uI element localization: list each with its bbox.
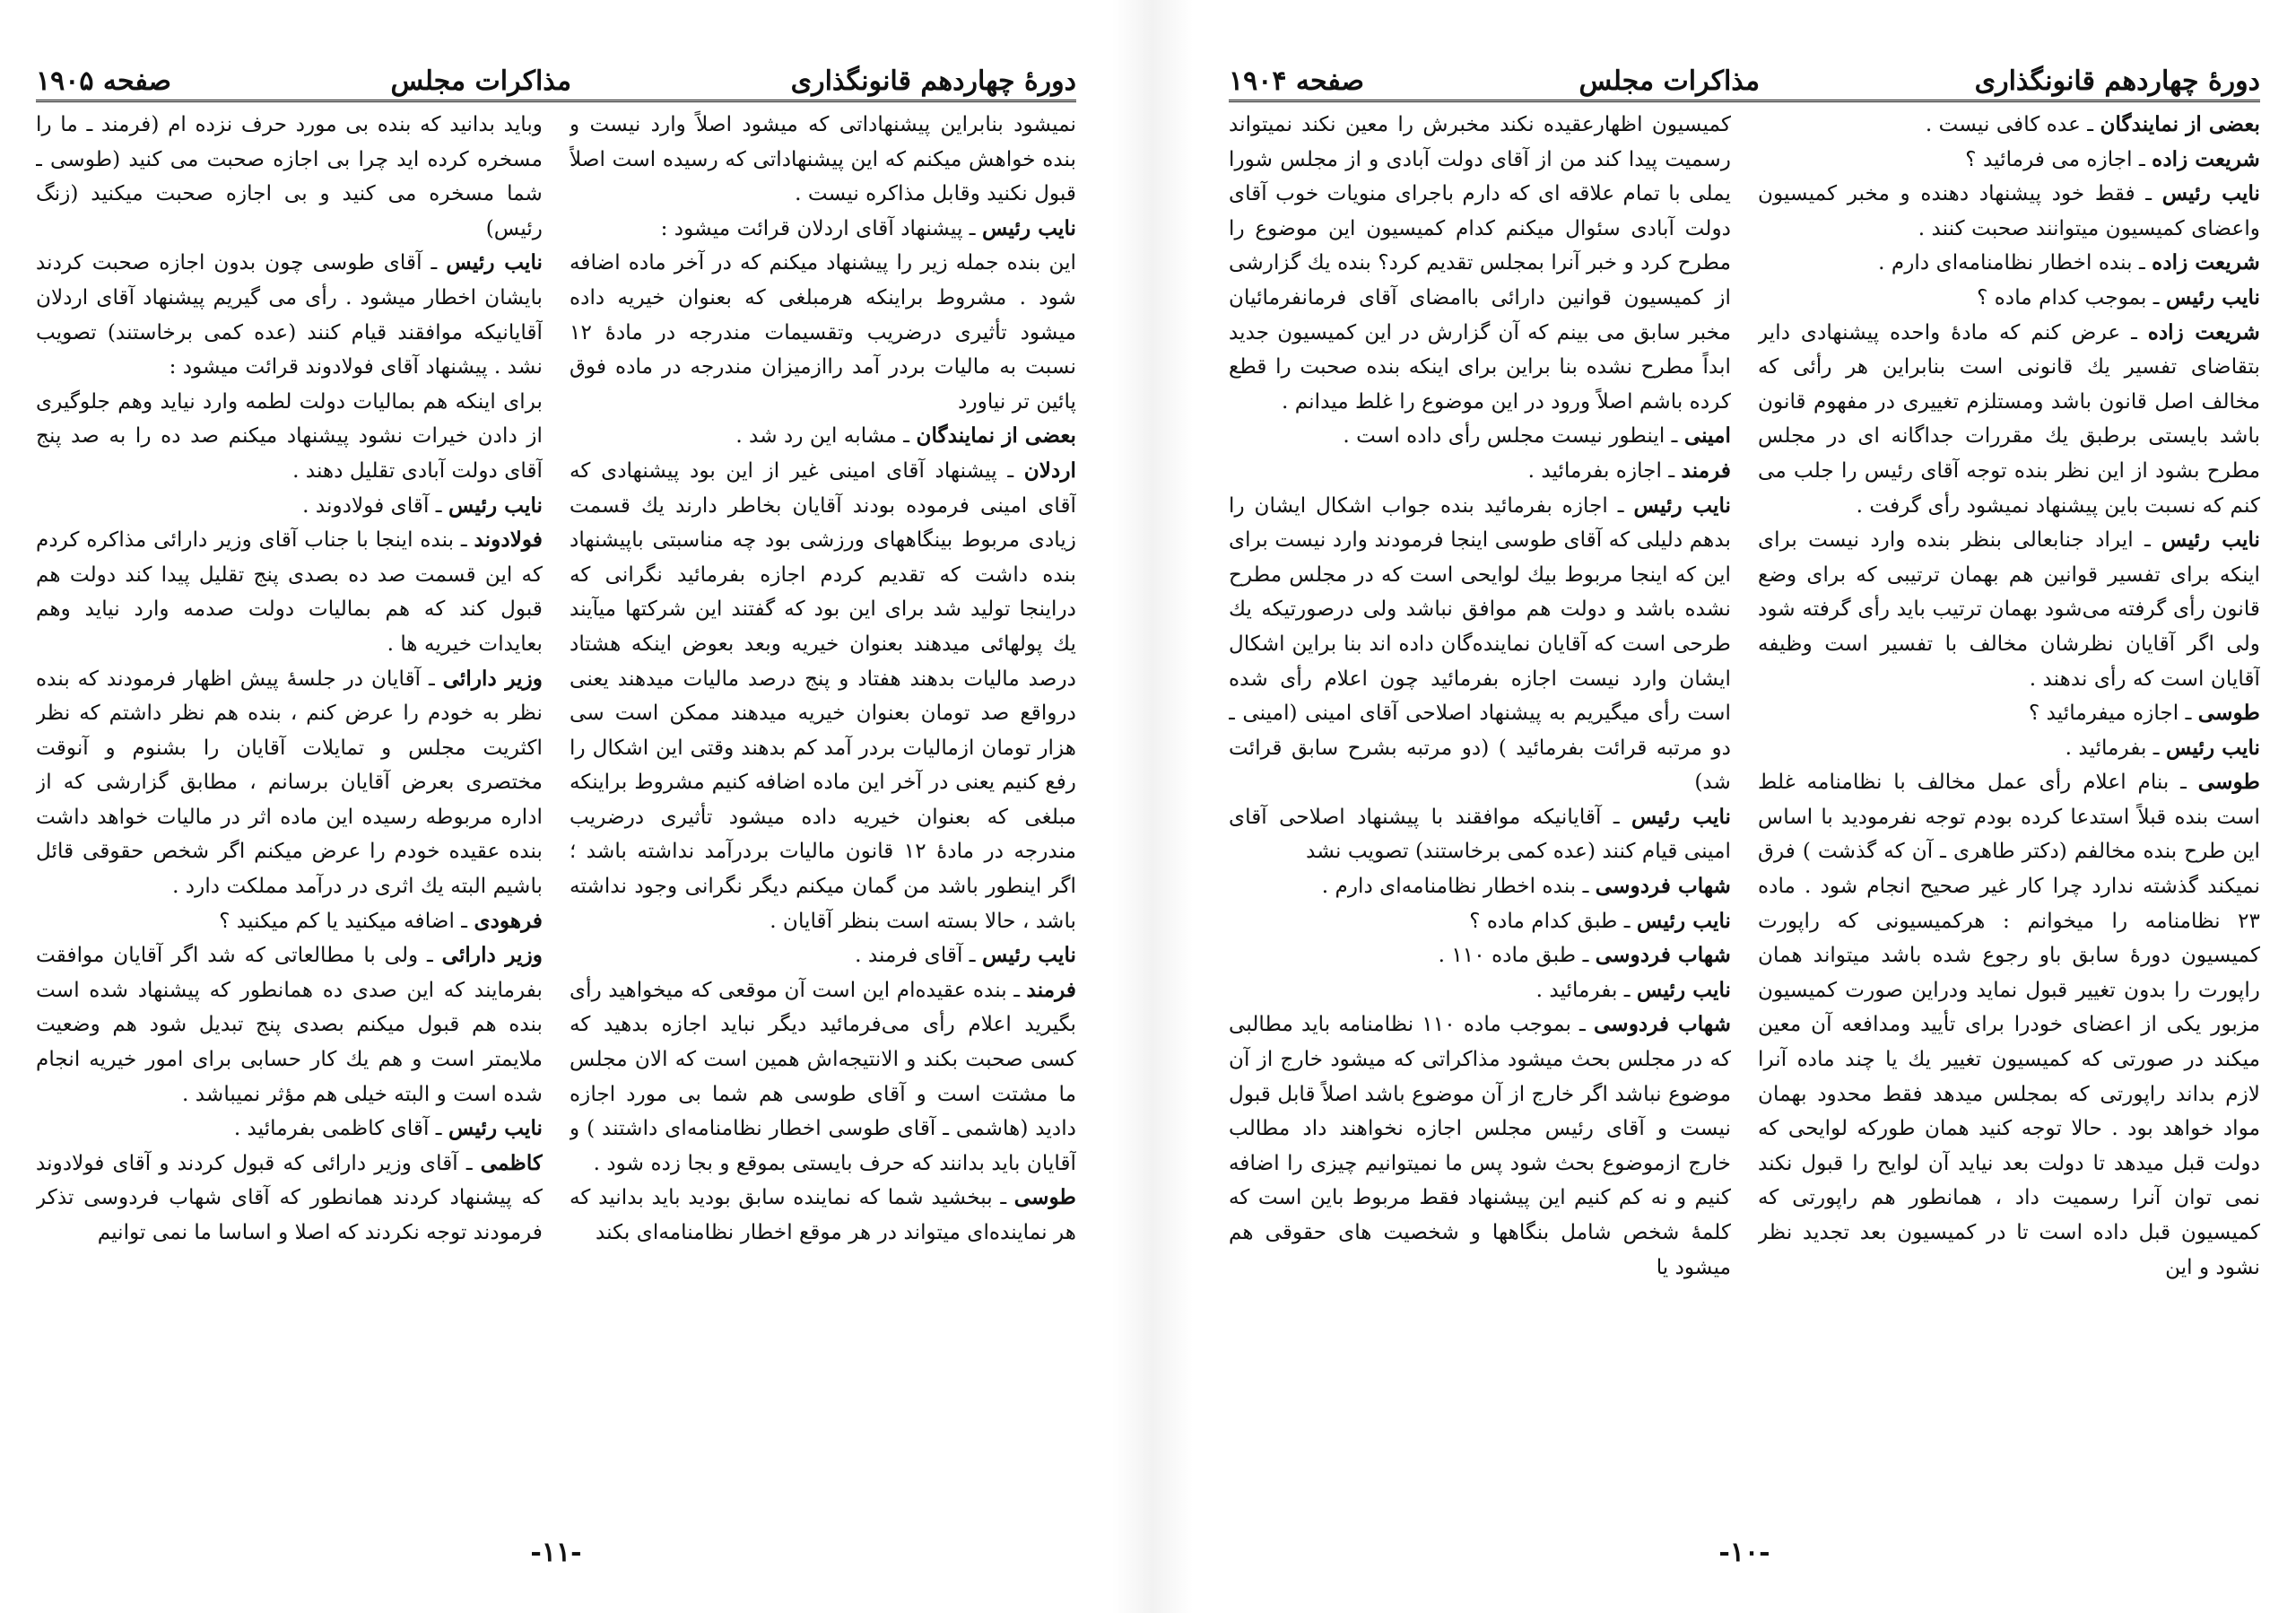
- paragraph: نایب رئیس ـ طبق کدام ماده ؟: [1469, 908, 1731, 933]
- speaker-name: نایب رئیس: [1633, 493, 1731, 518]
- speaker-name: نایب رئیس: [2161, 527, 2260, 553]
- paragraph-text: اجازه بفرمائید بنده جواب اشکال ایشان را بدهم دلیلی که آقای طوسی اینجا فرمودند وارد نیست برای این که اینجا مربوط بیك لوایحی است که در مجلس مطرح نشده باشد و دولت هم موافق نباشد ولی درصورتیکه یك طرحی است که آقایان نماینده‌گان داده اند بنا براین اشکال ایشان وارد نیست اجازه بفرمائید چون اعلام رأی شده است رأی میگیریم به پیشنهاد اصلاحی آقای امینی (امینی ـ دو مرتبه قرائت بفرمائید ) (دو مرتبه بشرح سابق قرائت شد): [1229, 493, 1731, 795]
- paragraph-text: آقایان در جلسهٔ پیش اظهار فرمودند که بنده نظر به خودم را عرض کنم ، بنده هم نظر داشتم که نظر اکثریت مجلس و تمایلات آقایان را بشنوم و آنوقت مختصری بعرض آقایان برسانم ، مطابق گزارشی که از اداره مربوطه رسیده این ماده اثر در مالیات خواهد داشت بنده عقیده خودم را عرض میکنم اگر شخص حقوقی قائل باشیم البته یك اثری در درآمد مملکت دارد .: [36, 666, 543, 899]
- paragraph-text: اضافه میکنید یا کم میکنید ؟: [219, 908, 455, 933]
- speaker-name: طوسی: [2197, 701, 2260, 726]
- speaker-name: نایب رئیس: [981, 943, 1076, 968]
- header-title: مذاکرات مجلس: [390, 65, 572, 97]
- paragraph: اردلان ـ پیشنهاد آقای امینی غیر از این بود پیشنهادی که آقای امینی فرموده بودند آقایان بخاطر دارند یك قسمت زیادی مربوط بینگاههای ورزشی بود چه مناسبتی باپیشنهاد بنده داشت که تقدیم کردم اجازه بفرمائید نگرانی که دراینجا تولید شد برای این بود که گفتند این شرکتها میآیند یك پولهائی میدهند بعنوان خیریه وبعد بعوض اینکه هشتاد درصد مالیات بدهند هفتاد و پنج درصد مالیات میدهند یعنی درواقع صد تومان بعنوان خیریه میدهند ممکن است سی هزار تومان ازمالیات بردر آمد کم بدهند وقتی این اشکال را رفع کنیم یعنی در آخر این ماده اضافه کنیم مشروط براینکه مبلغی که بعنوان خیریه داده میشود تأثیری درضریب مندرجه در مادهٔ ۱۲ قانون مالیات بردرآمد نداشته باشد ؛ اگر اینطور باشد من گمان میکنم دیگر نگرانی وجود نداشته باشد ، حالا بسته است بنظر آقایان .: [570, 458, 1076, 933]
- paragraph: فرمند ـ اجازه بفرمائید .: [1527, 458, 1731, 483]
- paragraph: طوسی ـ اجازه میفرمائید ؟: [2028, 701, 2260, 726]
- paragraph: [1229, 108, 1731, 419]
- speaker-name: شریعت زاده: [2152, 146, 2260, 171]
- paragraph-text: عرض کنم که مادهٔ واحده پیشنهادی دایر بتقاضای تفسیر یك قانونی است بنابراین هر رأئی که مخالف اصل قانون باشد ومستلزم تغییری در مفهوم قانون باشد بایستی برطبق یك مقررات جداگانه ای در مجلس مطرح بشود از این نظر بنده توجه آقای رئیس را جلب می کنم که نسبت باین پیشنهاد نمیشود رأی گرفت .: [1758, 319, 2260, 518]
- speaker-name: وزیر دارائی: [442, 666, 543, 691]
- paragraph-text: ایراد جنابعالی بنظر بنده وارد نیست برای اینکه برای تفسیر قوانین هم بهمان ترتیبی که برای وضع قانون رأی گرفته می‌شود بهمان ترتیب باید رأی گرفته شود ولی اگر آقایان نظرشان مخالف با تفسیر است وظیفه آقایان است که رأی ندهند .: [1758, 527, 2260, 691]
- paragraph-text: آقای کاظمی بفرمائید .: [233, 1116, 430, 1141]
- text-column-right: [1758, 108, 2260, 1514]
- paragraph-text: ولی با مطالعاتی که شد اگر آقایان موافقت بفرمایند که این صدی ده همانطور که پیشنهاد شده است بنده هم قبول میکنم بصدی پنج تبدیل شود هم وضعیت ملایمتر است و هم یك کار حسابی برای امور خیریه انجام شده است و البته خیلی هم مؤثر نمیباشد .: [36, 943, 543, 1106]
- speaker-name: اردلان: [1023, 458, 1076, 483]
- paragraph-text: آقای فرمند .: [855, 943, 963, 968]
- paragraph-text: فقط خود پیشنهاد دهنده و مخبر کمیسیون واعضای کمیسیون میتوانند صحبت کنند .: [1758, 181, 2260, 240]
- paragraph-text: بنده اخطار نظامنامه‌ای دارم .: [1878, 250, 2133, 275]
- speaker-name: شریعت زاده: [2152, 250, 2260, 275]
- paragraph-text: آقای وزیر دارائی که قبول کردند و آقای فولادوند که پیشنهاد کردند همانطور که آقای شهاب فردوسی تذکر فرمودند توجه نکردند که اصلا و اساسا ما نمی توانیم: [36, 1150, 543, 1244]
- speaker-name: شریعت زاده: [2147, 319, 2260, 344]
- paragraph-text: بموجب ماده ۱۱۰ نظامنامه باید مطالبی که در مجلس بحث میشود مذاکراتی که میشود خارج از آن موضوع نباشد اگر خارج از آن موضوع باشد اصلاً قابل قبول نیست و آقای رئیس مجلس اجازه نخواهند داد مطالب خارج ازموضوع بحث شود پس ما نمیتوانیم چیزی را اضافه کنیم و نه کم کنیم این پیشنهاد فقط مربوط باین است که کلمهٔ شخص شامل بنگاهها و شخصیت های حقوقی هم میشود یا: [1229, 1012, 1731, 1279]
- speaker-name: نایب رئیس: [1631, 804, 1731, 829]
- page-header: [36, 43, 1076, 97]
- paragraph: نایب رئیس ـ پیشنهاد آقای اردلان قرائت میشود :: [660, 215, 1076, 240]
- paragraph: [36, 108, 543, 246]
- speaker-name: نایب رئیس: [446, 250, 543, 275]
- speaker-name: بعضی از نمایندگان: [916, 423, 1076, 449]
- paragraph-text: پیشنهاد آقای امینی غیر از این بود پیشنهادی که آقای امینی فرموده بودند آقایان بخاطر دارند یك قسمت زیادی مربوط بینگاههای ورزشی بود چه مناسبتی باپیشنهاد بنده داشت که تقدیم کردم اجازه بفرمائید نگرانی که دراینجا تولید شد برای این بود که گفتند این شرکتها میآیند یك پولهائی میدهند بعنوان خیریه وبعد بعوض اینکه هشتاد درصد مالیات بدهند هفتاد و پنج درصد مالیات میدهند یعنی درواقع صد تومان بعنوان خیریه میدهند ممکن است سی هزار تومان ازمالیات بردر آمد کم بدهند وقتی این اشکال را رفع کنیم یعنی در آخر این ماده اضافه کنیم مشروط براینکه مبلغی که بعنوان خیریه داده میشود تأثیری درضریب مندرجه در مادهٔ ۱۲ قانون مالیات بردرآمد نداشته باشد ؛ اگر اینطور باشد من گمان میکنم دیگر نگرانی وجود نداشته باشد ، حالا بسته است بنظر آقایان .: [570, 458, 1076, 933]
- speaker-name: شهاب فردوسی: [1593, 1012, 1731, 1037]
- speaker-name: نایب رئیس: [2165, 735, 2260, 760]
- speaker-name: بعضی از نمایندگان: [2100, 112, 2260, 136]
- header-page-number: صفحه ۱۹۰۴: [1229, 65, 1365, 97]
- header-rule: [1229, 100, 2260, 102]
- header-title: مذاکرات مجلس: [1578, 65, 1761, 97]
- speaker-name: نایب رئیس: [1636, 908, 1731, 933]
- paragraph: نایب رئیس ـ بموجب کدام ماده ؟: [1977, 284, 2260, 310]
- header-session: دورهٔ چهاردهم قانونگذاری: [1974, 65, 2260, 97]
- speaker-name: نایب رئیس: [2165, 284, 2260, 310]
- text-column-left: [1229, 108, 1731, 1514]
- speaker-name: شهاب فردوسی: [1595, 874, 1731, 899]
- paragraph-text: عده کافی نیست .: [1925, 112, 2081, 136]
- speaker-name: نایب رئیس: [448, 493, 543, 518]
- paragraph: فولادوند ـ بنده اینجا با جناب آقای وزیر دارائی مذاکره کردم که این قسمت صد ده بصدی پنج تقلیل پیدا کند دولت هم قبول کند که هم بمالیات دولت صدمه وارد نیاید وهم بعایدات خیریه ها .: [36, 527, 543, 656]
- speaker-name: نایب رئیس: [981, 215, 1076, 240]
- paragraph-text: اجازه میفرمائید ؟: [2028, 701, 2179, 726]
- paragraph: بعضی از نمایندگان ـ مشابه این رد شد .: [735, 423, 1076, 449]
- paragraph: نایب رئیس ـ بفرمائید .: [2065, 735, 2260, 760]
- paragraph: شهاب فردوسی ـ طبق ماده ۱۱۰ .: [1438, 943, 1731, 968]
- paragraph-text: طبق ماده ۱۱۰ .: [1438, 943, 1577, 968]
- paragraph-text: آقای طوسی چون بدون اجازه صحبت کردند بایشان اخطار میشود . رأی می گیریم پیشنهاد آقای اردلان آقایانیکه موافقند قیام کنند (عده کمی برخاستند) تصویب نشد . پیشنهاد آقای فولادوند قرائت میشود :: [36, 250, 543, 379]
- paragraph: نایب رئیس ـ فقط خود پیشنهاد دهنده و مخبر کمیسیون واعضای کمیسیون میتوانند صحبت کنند .: [1758, 181, 2260, 240]
- paragraph-text: طبق کدام ماده ؟: [1469, 908, 1618, 933]
- paragraph-text: بفرمائید .: [1535, 977, 1618, 1002]
- text-columns: [36, 108, 1076, 1514]
- speaker-name: امینی: [1683, 423, 1731, 449]
- paragraph: شریعت زاده ـ عرض کنم که مادهٔ واحده پیشنهادی دایر بتقاضای تفسیر یك قانونی است بنابراین هر رأئی که مخالف اصل قانون باشد ومستلزم تغییری در مفهوم قانون باشد بایستی برطبق یك مقررات جداگانه ای در مجلس مطرح بشود از این نظر بنده توجه آقای رئیس را جلب می کنم که نسبت باین پیشنهاد نمیشود رأی گرفت .: [1758, 319, 2260, 518]
- paragraph: [570, 246, 1076, 419]
- paragraph-text: بموجب کدام ماده ؟: [1977, 284, 2147, 310]
- paragraph: امینی ـ اینطور نیست مجلس رأی داده است .: [1343, 423, 1731, 449]
- paragraph: نایب رئیس ـ آقای کاظمی بفرمائید .: [233, 1116, 543, 1141]
- speaker-name: وزیر دارائی: [441, 943, 543, 968]
- speaker-name: طوسی: [2197, 770, 2260, 795]
- text-column-left: [36, 108, 543, 1514]
- paragraph: بعضی از نمایندگان ـ عده کافی نیست .: [1925, 112, 2260, 136]
- speaker-name: فرهودی: [474, 908, 543, 933]
- header-session: دورهٔ چهاردهم قانونگذاری: [790, 65, 1076, 97]
- paragraph-text: پیشنهاد آقای اردلان قرائت میشود :: [660, 215, 963, 240]
- speaker-name: فولادوند: [474, 527, 543, 553]
- header-rule: [36, 100, 1076, 102]
- paragraph: [570, 108, 1076, 212]
- paragraph: نایب رئیس ـ بفرمائید .: [1535, 977, 1731, 1002]
- paragraph: طوسی ـ ببخشید شما که نماینده سابق بودید باید بدانید که هر نماینده‌ای میتواند در هر موقع اخطار نظامنامه‌ای بکند: [570, 1185, 1076, 1244]
- speaker-name: فرمند: [1681, 458, 1731, 483]
- speaker-name: نایب رئیس: [2161, 181, 2260, 206]
- header-page-number: صفحه ۱۹۰۵: [36, 65, 172, 97]
- paragraph: نایب رئیس ـ اجازه بفرمائید بنده جواب اشکال ایشان را بدهم دلیلی که آقای طوسی اینجا فرمودند وارد نیست برای این که اینجا مربوط بیك لوایحی است که در مجلس مطرح نشده باشد و دولت هم موافق نباشد ولی درصورتیکه یك طرحی است که آقایان نماینده‌گان داده اند بنا براین اشکال ایشان وارد نیست اجازه بفرمائید چون اعلام رأی شده است رأی میگیریم به پیشنهاد اصلاحی آقای امینی (امینی ـ دو مرتبه قرائت بفرمائید ) (دو مرتبه بشرح سابق قرائت شد): [1229, 493, 1731, 795]
- paragraph: وزیر دارائی ـ آقایان در جلسهٔ پیش اظهار فرمودند که بنده نظر به خودم را عرض کنم ، بنده هم نظر داشتم که نظر اکثریت مجلس و تمایلات آقایان را بشنوم و آنوقت مختصری بعرض آقایان برسانم ، مطابق گزارشی که از اداره مربوطه رسیده این ماده اثر در مالیات خواهد داشت بنده عقیده خودم را عرض میکنم اگر شخص حقوقی قائل باشیم البته یك اثری در درآمد مملکت دارد .: [36, 666, 543, 899]
- paragraph-text: ببخشید شما که نماینده سابق بودید باید بدانید که هر نماینده‌ای میتواند در هر موقع اخطار نظامنامه‌ای بکند: [570, 1185, 1076, 1244]
- paragraph: نایب رئیس ـ آقای طوسی چون بدون اجازه صحبت کردند بایشان اخطار میشود . رأی می گیریم پیشنهاد آقای اردلان آقایانیکه موافقند قیام کنند (عده کمی برخاستند) تصویب نشد . پیشنهاد آقای فولادوند قرائت میشود :: [36, 250, 543, 379]
- speaker-name: نایب رئیس: [448, 1116, 543, 1141]
- paragraph-text: آقای فولادوند .: [302, 493, 430, 518]
- paragraph: نایب رئیس ـ آقای فولادوند .: [302, 493, 543, 518]
- paragraph-text: مشابه این رد شد .: [735, 423, 897, 449]
- text-columns: [1229, 108, 2260, 1514]
- paragraph-text: آقایانیکه موافقند با پیشنهاد اصلاحی آقای امینی قیام کنند (عده کمی برخاستند) تصویب نشد: [1229, 804, 1731, 864]
- paragraph: کاظمی ـ آقای وزیر دارائی که قبول کردند و آقای فولادوند که پیشنهاد کردند همانطور که آقای شهاب فردوسی تذکر فرمودند توجه نکردند که اصلا و اساسا ما نمی توانیم: [36, 1150, 543, 1244]
- speaker-name: نایب رئیس: [1636, 977, 1731, 1002]
- paragraph-text: وباید بدانید که بنده بی مورد حرف نزده ام (فرمند ـ ما را مسخره کرده اید چرا بی اجازه صحبت می کنید (طوسی ـ شما مسخره می کنید و بی اجازه صحبت میکنید (زنگ رئیس): [36, 112, 543, 240]
- left-page: [0, 0, 1112, 1613]
- text-column-right: [570, 108, 1076, 1514]
- paragraph-text: بنده اخطار نظامنامه‌ای دارم .: [1321, 874, 1577, 899]
- paragraph-text: بنده اینجا با جناب آقای وزیر دارائی مذاکره کردم که این قسمت صد ده بصدی پنج تقلیل پیدا کند دولت هم قبول کند که هم بمالیات دولت صدمه وارد نیاید وهم بعایدات خیریه ها .: [36, 527, 543, 656]
- paragraph-text: بنده عقیده‌ام این است آن موقعی که میخواهید رأی بگیرید اعلام رأی می‌فرمائید دیگر نباید اجازه بدهید که کسی صحبت بکند و الانتیجه‌اش همین است که الان مجلس ما مشتت است و آقای طوسی هم شما بی مورد اجازه دادید (هاشمی ـ آقای طوسی اخطار نظامنامه‌ای داشتند ) و آقایان باید بدانند که حرف بایستی بموقع و بجا زده شود .: [570, 977, 1076, 1175]
- paragraph: وزیر دارائی ـ ولی با مطالعاتی که شد اگر آقایان موافقت بفرمایند که این صدی ده همانطور که پیشنهاد شده است بنده هم قبول میکنم بصدی پنج تبدیل شود هم وضعیت ملایمتر است و هم یك کار حسابی برای امور خیریه انجام شده است و البته خیلی هم مؤثر نمیباشد .: [36, 943, 543, 1106]
- paragraph: شریعت زاده ـ بنده اخطار نظامنامه‌ای دارم .: [1878, 250, 2260, 275]
- speaker-name: شهاب فردوسی: [1595, 943, 1731, 968]
- paragraph: نایب رئیس ـ ایراد جنابعالی بنظر بنده وارد نیست برای اینکه برای تفسیر قوانین هم بهمان ترتیبی که برای وضع قانون رأی گرفته می‌شود بهمان ترتیب باید رأی گرفته شود ولی اگر آقایان نظرشان مخالف با تفسیر است وظیفه آقایان است که رأی ندهند .: [1758, 527, 2260, 691]
- paragraph-text: اجازه می فرمائید ؟: [1965, 146, 2133, 171]
- paragraph: فرهودی ـ اضافه میکنید یا کم میکنید ؟: [219, 908, 543, 933]
- paragraph: شهاب فردوسی ـ بنده اخطار نظامنامه‌ای دارم .: [1321, 874, 1731, 899]
- book-gutter: [1112, 0, 1193, 1613]
- speaker-name: کاظمی: [480, 1150, 543, 1175]
- speaker-name: فرمند: [1026, 977, 1076, 1002]
- paragraph-text: اجازه بفرمائید .: [1527, 458, 1662, 483]
- paragraph: طوسی ـ بنام اعلام رأی عمل مخالف با نظامنامه غلط است بنده قبلاً استدعا کرده بودم توجه نفرمودید با اساس این طرح بنده مخالفم (دکتر طاهری ـ آن که گذشت ) فرق نمیکند گذشته ندارد چرا کار غیر صحیح انجام شود . ماده ۲۳ نظامنامه را میخوانم : هرکمیسیونی که راپورت کمیسیون دورهٔ سابق باو رجوع شده باشد میتواند همان راپورت را بدون تغییر قبول نماید ودراین صورت کمیسیون مزبور یکی از اعضای خودرا برای تأیید ومدافعه آن معین میکند در صورتی که کمیسیون تغییر یك یا چند ماده آنرا لازم بداند راپورتی که بمجلس میدهد فقط محدود بهمان مواد خواهد بود . حالا توجه کنید همان طورکه لوایحی که دولت قبل میدهد تا دولت بعد نیاید آن لوایح را قبول نکند نمی توان آنرا رسمیت داد ، همانطور هم راپورتی که کمیسیون قبل داده است تا در کمیسیون بعد تجدید نظر نشود و این: [1758, 770, 2260, 1279]
- paragraph: فرمند ـ بنده عقیده‌ام این است آن موقعی که میخواهید رأی بگیرید اعلام رأی می‌فرمائید دیگر نباید اجازه بدهید که کسی صحبت بکند و الانتیجه‌اش همین است که الان مجلس ما مشتت است و آقای طوسی هم شما بی مورد اجازه دادید (هاشمی ـ آقای طوسی اخطار نظامنامه‌ای داشتند ) و آقایان باید بدانند که حرف بایستی بموقع و بجا زده شود .: [570, 977, 1076, 1175]
- paragraph: شریعت زاده ـ اجازه می فرمائید ؟: [1965, 146, 2260, 171]
- page-footer-number: -۱۱-: [530, 1537, 582, 1568]
- paragraph-text: بفرمائید .: [2065, 735, 2147, 760]
- paragraph-text: کمیسیون اظهارعقیده نکند مخبرش را معین نکند نمیتواند رسمیت پیدا کند من از آقای دولت آبادی و از مجلس شورا یملی با تمام علاقه ای که دارم باجرای منویات خوب آقای دولت آبادی سئوال میکنم کدام کمیسیون این موضوع را مطرح کرد و خبر آنرا بمجلس تقدیم کرد؟ بنده یك گزارشی از کمیسیون قوانین دارائی باامضای آقای فرمانفرمائیان مخبر سابق می بینم که آن گزارش در این کمیسیون جدید ابداً مطرح نشده بنا براین برای اینکه بنده صحبت را قطع کرده باشم اصلاً ورود در این موضوع را غلط میدانم .: [1229, 112, 1731, 414]
- paragraph: نایب رئیس ـ آقایانیکه موافقند با پیشنهاد اصلاحی آقای امینی قیام کنند (عده کمی برخاستند) تصویب نشد: [1229, 804, 1731, 864]
- paragraph-text: این بنده جمله زیر را پیشنهاد میکنم که در آخر ماده اضافه شود . مشروط براینکه هرمبلغی که بعنوان خیریه داده میشود تأثیری درضریب وتقسیمات مندرجه در مادهٔ ۱۲ نسبت به مالیات بردر آمد راازمیزان مندرجه در ماده فوق پائین تر نیاورد: [570, 250, 1076, 414]
- paragraph-text: بنام اعلام رأی عمل مخالف با نظامنامه غلط است بنده قبلاً استدعا کرده بودم توجه نفرمودید با اساس این طرح بنده مخالفم (دکتر طاهری ـ آن که گذشت ) فرق نمیکند گذشته ندارد چرا کار غیر صحیح انجام شود . ماده ۲۳ نظامنامه را میخوانم : هرکمیسیونی که راپورت کمیسیون دورهٔ سابق باو رجوع شده باشد میتواند همان راپورت را بدون تغییر قبول نماید ودراین صورت کمیسیون مزبور یکی از اعضای خودرا برای تأیید ومدافعه آن معین میکند در صورتی که کمیسیون تغییر یك یا چند ماده آنرا لازم بداند راپورتی که بمجلس میدهد فقط محدود بهمان مواد خواهد بود . حالا توجه کنید همان طورکه لوایحی که دولت قبل میدهد تا دولت بعد نیاید آن لوایح را قبول نکند نمی توان آنرا رسمیت داد ، همانطور هم راپورتی که کمیسیون قبل داده است تا در کمیسیون بعد تجدید نظر نشود و این: [1758, 770, 2260, 1279]
- paragraph: [36, 385, 543, 489]
- right-page: [1193, 0, 2296, 1613]
- page-footer-number: -۱۰-: [1718, 1537, 1770, 1568]
- paragraph: نایب رئیس ـ آقای فرمند .: [855, 943, 1076, 968]
- paragraph-text: نمیشود بنابراین پیشنهاداتی که میشود اصلاً وارد نیست و بنده خواهش میکنم که این پیشنهاداتی که رسیده است اصلاً قبول نکنید وقابل مذاکره نیست .: [570, 112, 1076, 206]
- paragraph: شهاب فردوسی ـ بموجب ماده ۱۱۰ نظامنامه باید مطالبی که در مجلس بحث میشود مذاکراتی که میشود خارج از آن موضوع نباشد اگر خارج از آن موضوع باشد اصلاً قابل قبول نیست و آقای رئیس مجلس اجازه نخواهند داد مطالب خارج ازموضوع بحث شود پس ما نمیتوانیم چیزی را اضافه کنیم و نه کم کنیم این پیشنهاد فقط مربوط باین است که کلمهٔ شخص شامل بنگاهها و شخصیت های حقوقی هم میشود یا: [1229, 1012, 1731, 1279]
- paragraph-text: برای اینکه هم بمالیات دولت لطمه وارد نیاید وهم جلوگیری از دادن خیرات نشود پیشنهاد میکنم صد ده را به صد پنج آقای دولت آبادی تقلیل دهند .: [36, 388, 543, 483]
- speaker-name: طوسی: [1013, 1185, 1076, 1210]
- paragraph-text: اینطور نیست مجلس رأی داده است .: [1343, 423, 1665, 449]
- page-header: [1229, 43, 2260, 97]
